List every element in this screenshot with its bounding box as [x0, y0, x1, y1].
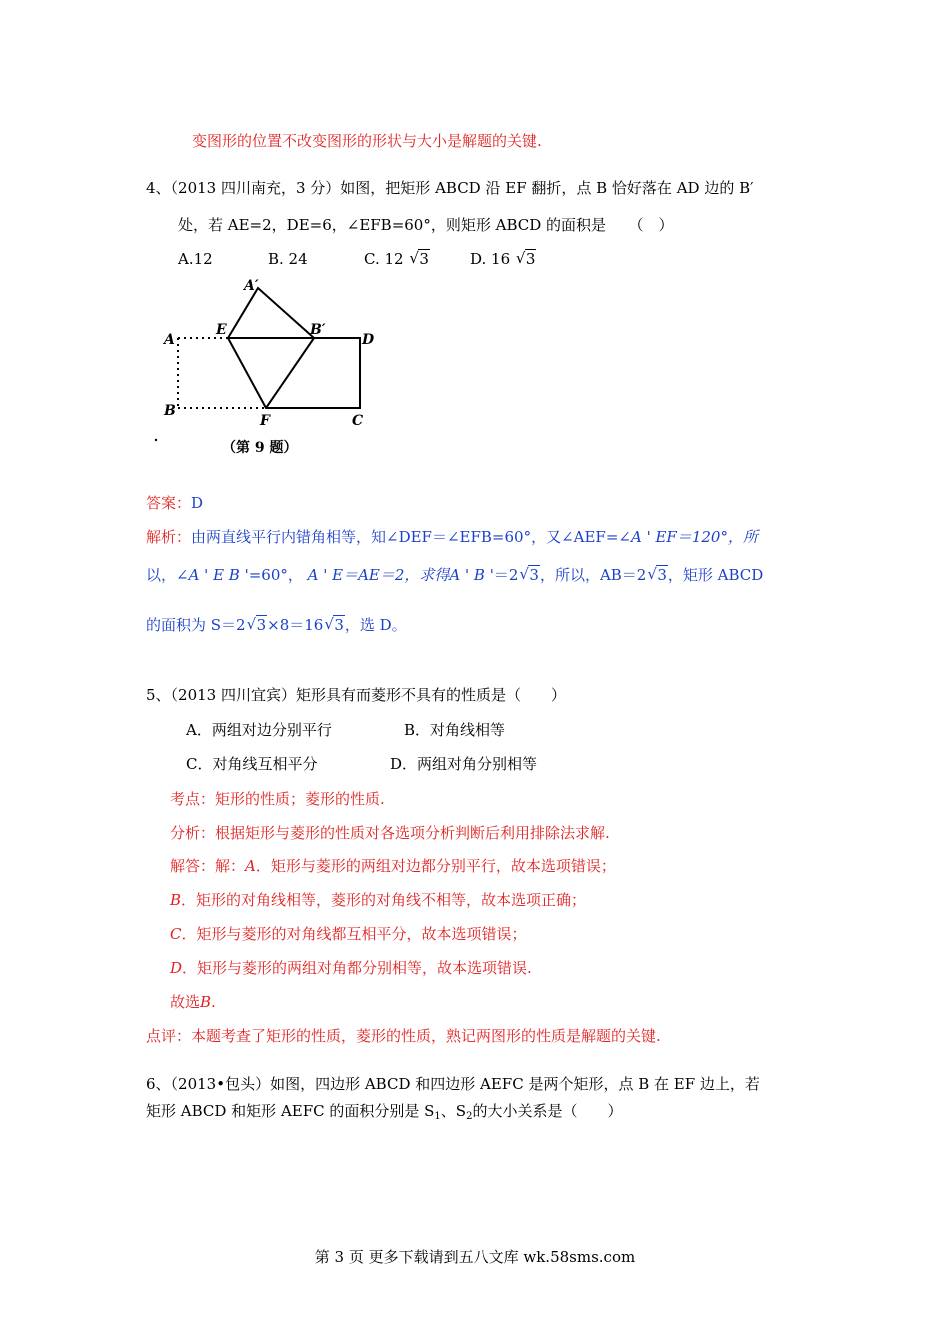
- page-footer: 第 3 页 更多下载请到五八文库 wk.58sms.com: [314, 1248, 636, 1266]
- label-e: E: [216, 322, 227, 338]
- q5-kaodian: 考点：矩形的性质；菱形的性质.: [170, 790, 385, 808]
- q4-line2: 处，若 AE=2，DE=6，∠EFB=60°，则矩形 ABCD 的面积是 （ ）: [178, 216, 674, 234]
- q4-option-b: B. 24: [268, 250, 308, 268]
- q5-line1: 5、（2013 四川宜宾）矩形具有而菱形不具有的性质是（ ）: [146, 686, 566, 704]
- q4-option-a: A.12: [178, 250, 213, 268]
- q4-analysis-line1: 解析：由两直线平行内错角相等，知∠DEF＝∠EFB=60°，又∠AEF=∠A ' EF＝120°，所: [146, 528, 758, 546]
- q4-option-c-text: C. 12: [364, 250, 404, 268]
- q5-dianping: 点评：本题考查了矩形的性质，菱形的性质，熟记两图形的性质是解题的关键.: [146, 1027, 661, 1045]
- answer-value: D: [191, 494, 204, 512]
- label-b: B: [164, 403, 176, 419]
- analysis-label: 解析：: [146, 528, 192, 546]
- q4-option-d-text: D. 16: [470, 250, 511, 268]
- figure-caption: （第 9 题）: [222, 440, 298, 456]
- label-a: A: [164, 332, 175, 348]
- sqrt-symbol: √ 3: [247, 616, 268, 634]
- sqrt-symbol: √ 3: [519, 566, 540, 584]
- sqrt-symbol: √ 3: [324, 616, 345, 634]
- label-c: C: [352, 413, 364, 429]
- q4-analysis-line3: 的面积为 S＝2√ 3×8＝16√ 3，选 D。: [146, 614, 407, 635]
- q4-figure: [150, 272, 390, 462]
- q4-analysis-line2: 以，∠A ' E B '=60°， A ' E＝AE＝2，求得A ' B '＝2√ 3，所以，AB＝2√ 3，矩形 ABCD: [146, 564, 763, 585]
- sqrt-symbol: √ 3: [516, 250, 537, 268]
- q5-option-b: B．对角线相等: [404, 721, 506, 739]
- q6-line1: 6、（2013•包头）如图，四边形 ABCD 和四边形 AEFC 是两个矩形，点 B 在 EF 边上，若: [146, 1075, 760, 1093]
- label-d: D: [362, 332, 375, 348]
- q4-answer: [146, 492, 203, 513]
- q5-jieda-c: C．矩形与菱形的对角线都互相平分，故本选项错误；: [170, 925, 527, 943]
- answer-label: 答案：: [146, 494, 192, 512]
- label-f: F: [260, 413, 270, 429]
- label-b-prime: B′: [310, 322, 326, 338]
- q5-option-d: D．两组对角分别相等: [390, 755, 538, 773]
- q4-line1: 4、（2013 四川南充，3 分）如图，把矩形 ABCD 沿 EF 翻折，点 B 恰好落在 AD 边的 B′: [146, 179, 754, 197]
- q5-option-c: C．对角线互相平分: [186, 755, 318, 773]
- top-note: 变图形的位置不改变图形的形状与大小是解题的关键.: [192, 132, 542, 150]
- q5-jieda-d: D．矩形与菱形的两组对角都分别相等，故本选项错误.: [170, 959, 532, 977]
- q5-option-a: A．两组对边分别平行: [186, 721, 332, 739]
- q5-jieda: 解答：解：A．矩形与菱形的两组对边都分别平行，故本选项错误；: [170, 857, 616, 875]
- q4-option-d: [470, 250, 536, 268]
- q4-option-c: [364, 250, 430, 268]
- sqrt-symbol: √ 3: [647, 566, 668, 584]
- q5-fenxi: 分析：根据矩形与菱形的性质对各选项分析判断后利用排除法求解.: [170, 824, 610, 842]
- q5-guxuan: 故选B.: [170, 993, 216, 1011]
- label-a-prime: A′: [244, 278, 259, 294]
- sqrt-symbol: √ 3: [409, 250, 430, 268]
- q6-line2: 矩形 ABCD 和矩形 AEFC 的面积分别是 $S_1$、$S_2$的大小关系是（ ）: [146, 1102, 623, 1122]
- q5-jieda-b: B．矩形的对角线相等，菱形的对角线不相等，故本选项正确；: [170, 891, 587, 909]
